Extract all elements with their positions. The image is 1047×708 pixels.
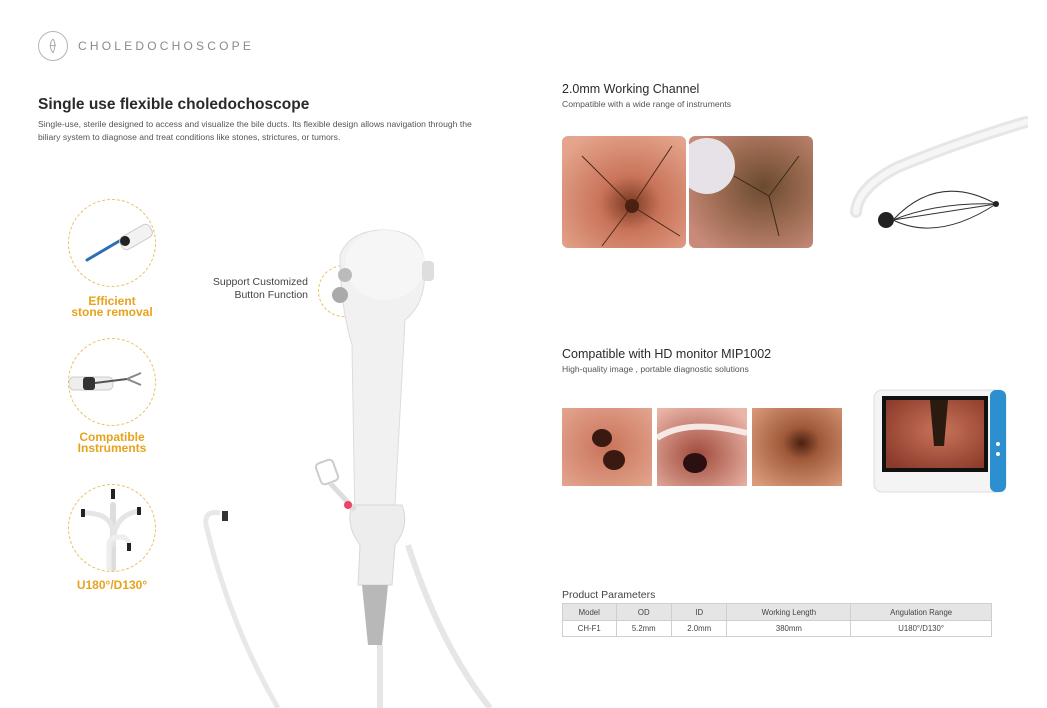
table-cell: 380mm: [727, 621, 851, 637]
table-header-row: [563, 604, 992, 621]
endoscopic-image-4: [657, 408, 747, 486]
monitor-subtitle: High-quality image , portable diagnostic solutions: [562, 364, 749, 374]
feature-label-stone: Efficient stone removal: [71, 294, 153, 319]
monitor-title: Compatible with HD monitor MIP1002: [562, 347, 772, 361]
choledochoscope-device-image: [190, 225, 510, 708]
feature-label-instruments: Compatible Instruments: [77, 430, 147, 455]
angulation-icon: [68, 484, 156, 572]
working-channel-subtitle: Compatible with a wide range of instruments: [562, 99, 732, 109]
table-row: [563, 621, 992, 637]
endoscopic-image-5: [752, 408, 842, 486]
page-title: Single use flexible choledochoscope: [38, 96, 310, 113]
table-cell: 2.0mm: [671, 621, 726, 637]
stone-removal-icon: [68, 199, 156, 287]
brand-name: CHOLEDOCHOSCOPE: [78, 39, 255, 53]
parameters-title: Product Parameters: [562, 589, 656, 601]
feature-label-angulation: U180°/D130°: [76, 578, 148, 592]
endoscopic-image-3: [562, 408, 652, 486]
logo-icon: [38, 31, 68, 61]
column-header: Angulation Range: [851, 604, 992, 621]
button-function-callout: Support Customized Button Function: [212, 276, 308, 301]
hd-monitor-image: [870, 386, 1010, 496]
parameters-table: [562, 603, 992, 637]
table-cell: CH-F1: [563, 621, 617, 637]
endoscopic-image-1: [562, 136, 686, 248]
column-header: Working Length: [727, 604, 851, 621]
table-cell: U180°/D130°: [851, 621, 992, 637]
column-header: ID: [671, 604, 726, 621]
page-description: Single-use, sterile designed to access and visualize the bile ducts. Its flexible design allows navigation through the biliary system to diagnose and treat conditions like stones, strictures, or tumors.: [38, 119, 472, 142]
scope-with-basket-image: [838, 112, 1028, 242]
table-cell: 5.2mm: [616, 621, 671, 637]
endoscopic-image-2: [689, 136, 813, 248]
forceps-icon: [68, 338, 156, 426]
working-channel-title: 2.0mm Working Channel: [562, 82, 700, 96]
column-header: Model: [563, 604, 617, 621]
column-header: OD: [616, 604, 671, 621]
